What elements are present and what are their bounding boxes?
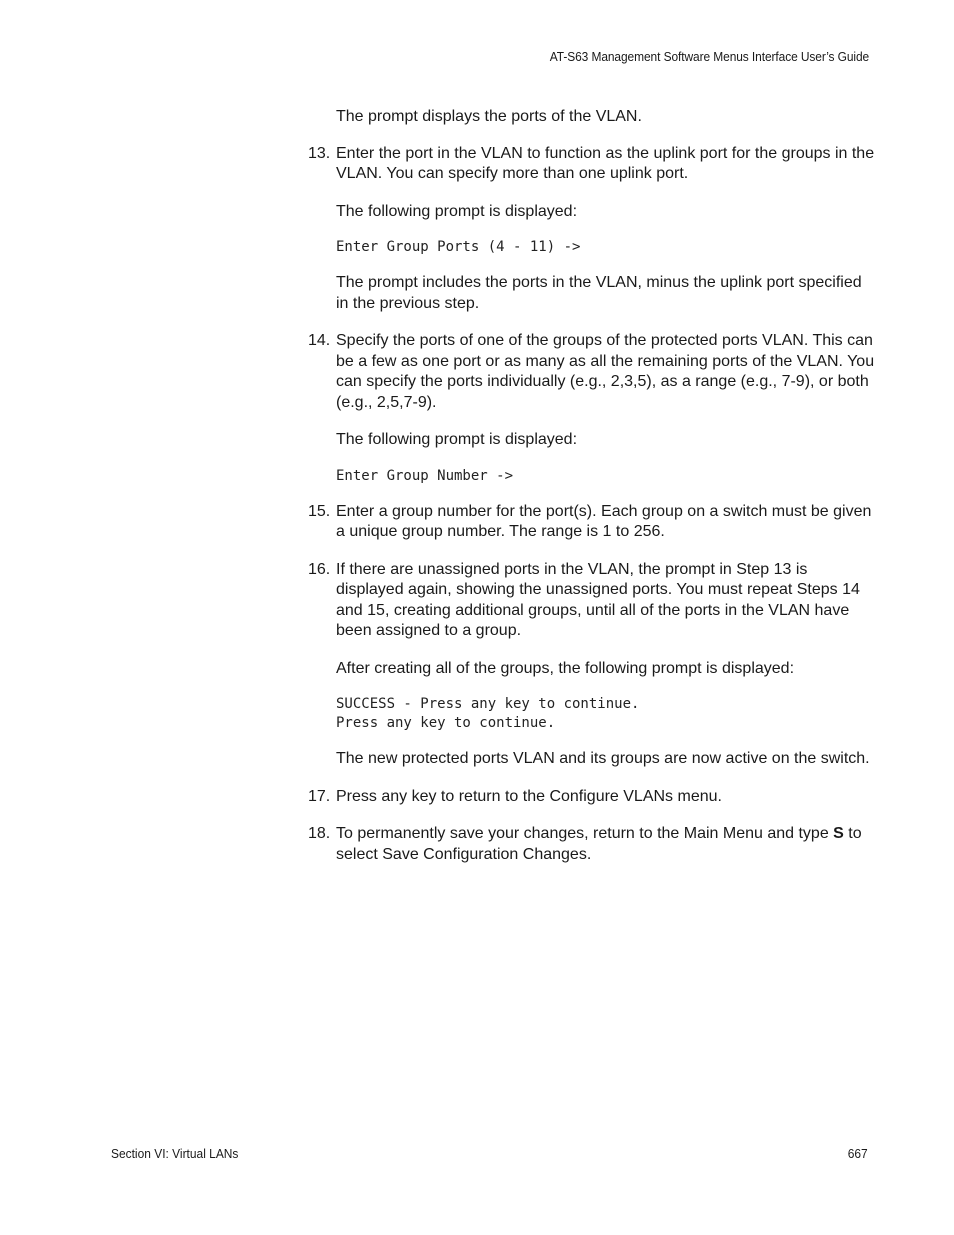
note-paragraph: The prompt includes the ports in the VLAN, minus the uplink port specified in the previous step.: [336, 274, 862, 312]
prompt-intro: The following prompt is displayed:: [336, 431, 578, 448]
step-text: Press any key to return to the Configure VLANs menu.: [336, 787, 722, 805]
step-number: 15.: [308, 502, 331, 520]
code-sample: Enter Group Ports (4 - 11) ->: [336, 239, 581, 255]
note-paragraph: The new protected ports VLAN and its groups are now active on the switch.: [336, 750, 870, 767]
step-number: 18.: [308, 825, 331, 842]
prompt-intro: The following prompt is displayed:: [336, 202, 578, 220]
step-text: If there are unassigned ports in the VLAN, the prompt in Step 13 is displayed again, showing the unassigned ports. You must repeat Steps 14 and 15, creating additional groups, until all of the ports in the VLAN have been assigned to a group.: [336, 560, 860, 639]
code-sample: [336, 695, 876, 733]
step-text-after: to select Save Configuration Changes.: [336, 825, 862, 863]
step-text: Enter a group number for the port(s). Each group on a switch must be given a unique group number. The range is 1 to 256.: [336, 502, 872, 540]
step-text: [336, 825, 862, 863]
code-line: Press any key to continue.: [336, 715, 556, 731]
code-sample: Enter Group Number ->: [336, 467, 514, 484]
intro-paragraph: The prompt displays the ports of the VLAN.: [336, 108, 642, 125]
step-text-before: To permanently save your changes, return to the Main Menu and type: [336, 825, 834, 842]
document-body: [308, 107, 876, 882]
step-number: 17.: [308, 787, 331, 805]
step-text: Specify the ports of one of the groups of the protected ports VLAN. This can be a few as one port or as many as all the remaining ports of the VLAN. You can specify the ports individually (e.g., 2,3,5), as a range (e.g., 7-9), or both (e.g., 2,5,7-9).: [336, 332, 875, 411]
footer-page-number: 667: [848, 1146, 868, 1161]
key-label: S: [833, 825, 844, 842]
step-text: Enter the port in the VLAN to function as the uplink port for the groups in the VLAN. You can specify more than one uplink port.: [336, 144, 875, 182]
step-number: 14.: [308, 332, 331, 349]
step-17: [308, 787, 876, 808]
step-14: [308, 331, 876, 413]
step-number: 13.: [308, 144, 331, 162]
footer-section: Section VI: Virtual LANs: [111, 1146, 239, 1161]
step-number: 16.: [308, 560, 331, 578]
step-15: [308, 502, 876, 543]
code-line: SUCCESS - Press any key to continue.: [336, 696, 640, 712]
prompt-intro: After creating all of the groups, the following prompt is displayed:: [336, 659, 795, 677]
step-13: [308, 144, 876, 185]
step-18: [308, 824, 876, 865]
step-16: [308, 560, 876, 642]
running-header: AT-S63 Management Software Menus Interface User’s Guide: [549, 49, 869, 64]
